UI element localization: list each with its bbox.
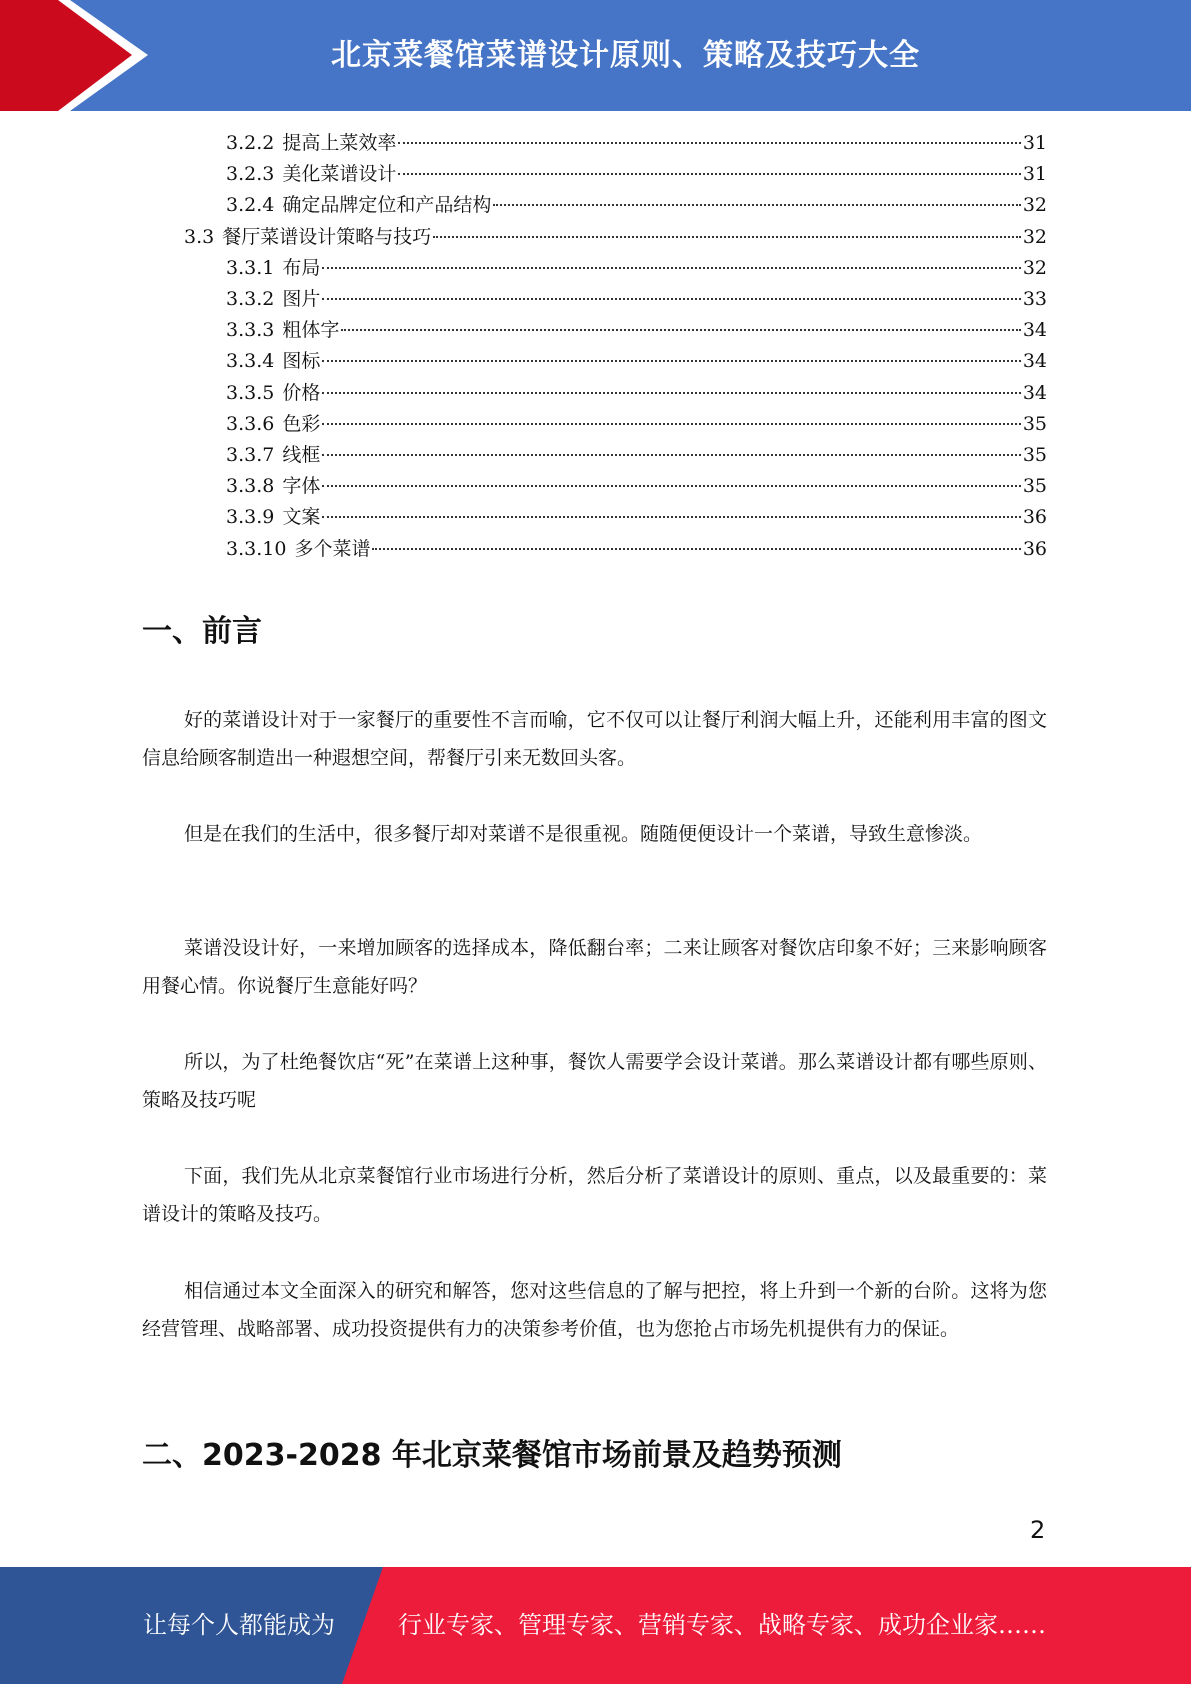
toc-leader-dots (398, 142, 1020, 144)
toc-leader-dots (322, 516, 1020, 518)
toc-entry[interactable] (226, 440, 1047, 471)
toc-leader-dots (322, 485, 1020, 487)
toc-entry-number: 3.3.7 (226, 444, 275, 466)
toc-entry-page: 34 (1022, 319, 1047, 342)
toc-entry-number: 3.2.2 (226, 132, 275, 154)
toc-entry-title: 线框 (282, 444, 321, 466)
toc-entry[interactable] (226, 128, 1047, 159)
toc-entry[interactable] (226, 284, 1047, 315)
toc-entry-number: 3.3.10 (226, 537, 287, 560)
footer-slogan-right: 行业专家、管理专家、营销专家、战略专家、成功企业家…… (398, 1611, 1046, 1639)
toc-entry-page: 34 (1022, 381, 1047, 404)
toc-entry-title: 多个菜谱 (294, 537, 371, 560)
toc-entry-page: 35 (1022, 444, 1047, 466)
toc-leader-dots (322, 392, 1020, 394)
toc-entry-page: 36 (1022, 506, 1047, 529)
toc-entry-page: 36 (1022, 537, 1047, 560)
toc-leader-dots (322, 360, 1020, 362)
toc-entry-page: 34 (1022, 350, 1047, 373)
forecast-heading: 二、2023-2028 年北京菜餐馆市场前景及趋势预测 (142, 1438, 842, 1473)
toc-entry-page: 33 (1022, 288, 1047, 310)
toc-entry-number: 3.2.4 (226, 194, 275, 217)
footer-slogan-left: 让每个人都能成为 (143, 1611, 335, 1639)
toc-entry[interactable] (226, 346, 1047, 377)
toc-entry-number: 3.3.3 (226, 319, 275, 342)
toc-leader-dots (322, 423, 1020, 425)
toc-entry[interactable] (226, 190, 1047, 221)
preface-paragraph-2: 但是在我们的生活中，很多餐厅却对菜谱不是很重视。随随便便设计一个菜谱，导致生意惨淡。 (184, 823, 983, 845)
page-footer (0, 1567, 1191, 1684)
preface-paragraph-3: 菜谱没设计好，一来增加顾客的选择成本，降低翻台率；二来让顾客对餐饮店印象不好；三来影响顾客用餐心情。你说餐厅生意能好吗？ (142, 937, 1047, 997)
toc-entry-title: 布局 (282, 256, 321, 279)
toc-entry-page: 32 (1022, 225, 1047, 248)
toc-entry-title: 价格 (282, 381, 321, 404)
toc-entry-title: 确定品牌定位和产品结构 (282, 194, 492, 217)
toc-entry[interactable] (226, 534, 1047, 565)
toc-entry-page: 32 (1022, 256, 1047, 279)
toc-entry[interactable] (226, 471, 1047, 502)
toc-entry-number: 3.2.3 (226, 163, 275, 186)
toc-entry-title: 图标 (282, 350, 321, 373)
toc-leader-dots (493, 204, 1020, 206)
toc-leader-dots (433, 236, 1021, 238)
toc-leader-dots (322, 267, 1020, 269)
toc-entry-number: 3.3.6 (226, 412, 275, 435)
toc-entry-number: 3.3.4 (226, 350, 275, 373)
toc-entry-title: 图片 (282, 288, 321, 310)
toc-entry-page: 31 (1022, 163, 1047, 186)
page-number: 2 (1030, 1516, 1046, 1544)
toc-entry-page: 32 (1022, 194, 1047, 217)
toc-entry-number: 3.3.9 (226, 506, 275, 529)
toc-entry[interactable] (226, 159, 1047, 190)
header-title: 北京菜餐馆菜谱设计原则、策略及技巧大全 (331, 38, 920, 73)
toc-entry[interactable] (184, 222, 1047, 253)
preface-paragraph-4: 所以，为了杜绝餐饮店“死”在菜谱上这种事，餐饮人需要学会设计菜谱。那么菜谱设计都有哪些原则、策略及技巧呢 (142, 1051, 1047, 1111)
toc-entry-page: 35 (1022, 475, 1047, 498)
preface-paragraph-5: 下面，我们先从北京菜餐馆行业市场进行分析，然后分析了菜谱设计的原则、重点，以及最重要的：菜谱设计的策略及技巧。 (142, 1165, 1047, 1225)
preface-paragraph-6: 相信通过本文全面深入的研究和解答，您对这些信息的了解与把控，将上升到一个新的台阶。这将为您经营管理、战略部署、成功投资提供有力的决策参考价值，也为您抢占市场先机提供有力的保证。 (142, 1280, 1047, 1340)
toc-entry-number: 3.3.2 (226, 288, 275, 310)
toc-entry-title: 文案 (282, 506, 321, 529)
toc-entry[interactable] (226, 502, 1047, 533)
toc-entry-title: 美化菜谱设计 (282, 163, 397, 186)
toc-leader-dots (341, 329, 1020, 331)
toc-entry-title: 提高上菜效率 (282, 132, 397, 154)
toc-entry[interactable] (226, 378, 1047, 409)
toc-leader-dots (372, 548, 1020, 550)
toc-entry-title: 餐厅菜谱设计策略与技巧 (222, 225, 432, 248)
toc-entry-title: 粗体字 (282, 319, 340, 342)
toc-entry[interactable] (226, 253, 1047, 284)
toc-entry-page: 35 (1022, 412, 1047, 435)
page-header (0, 0, 1191, 111)
toc-entry-title: 色彩 (282, 412, 321, 435)
toc-entry-number: 3.3.8 (226, 475, 275, 498)
toc-entry-number: 3.3 (184, 225, 215, 248)
toc-entry-page: 31 (1022, 132, 1047, 154)
toc-entry-title: 字体 (282, 475, 321, 498)
preface-paragraph-1: 好的菜谱设计对于一家餐厅的重要性不言而喻，它不仅可以让餐厅利润大幅上升，还能利用丰富的图文信息给顾客制造出一种遐想空间，帮餐厅引来无数回头客。 (142, 709, 1047, 769)
toc-entry[interactable] (226, 315, 1047, 346)
toc-leader-dots (398, 173, 1020, 175)
toc-entry-number: 3.3.1 (226, 256, 275, 279)
toc-leader-dots (322, 298, 1020, 300)
preface-heading: 一、前言 (142, 614, 262, 649)
toc-entry-number: 3.3.5 (226, 381, 275, 404)
toc-leader-dots (322, 454, 1020, 456)
toc-entry[interactable] (226, 409, 1047, 440)
